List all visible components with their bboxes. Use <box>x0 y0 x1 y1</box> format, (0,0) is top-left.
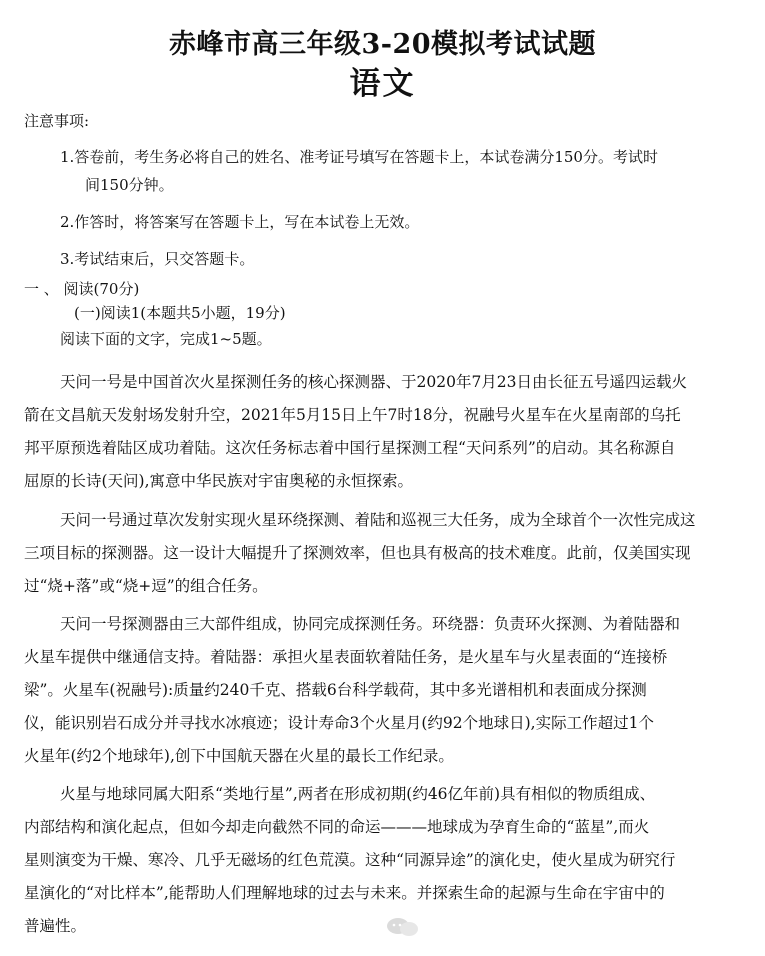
passage-line: 仪，能识别岩石成分并寻找水冰痕迹；设计寿命3个火星月(约92个地球日),实际工作超过1个 <box>24 714 654 732</box>
passage-line: 屈原的长诗(天问),寓意中华民族对宇宙奥秘的永恒探索。 <box>24 472 414 490</box>
subject-title: 语文 <box>349 66 416 102</box>
passage-line: 三项目标的探测器。这一设计大幅提升了探测效率，但也具有极高的技术难度。此前，仅美国实现 <box>24 544 691 562</box>
passage-line: 火星与地球同属大阳系“类地行星”,两者在形成初期(约46亿年前)具有相似的物质组成、 <box>60 785 656 803</box>
chat-bubble-watermark-icon <box>385 915 421 939</box>
passage-line: 天问一号探测器由三大部件组成，协同完成探测任务。环绕器：负责环火探测、为着陆器和 <box>60 615 681 633</box>
section-heading: 一 、 阅读(70分) <box>24 280 140 298</box>
passage-line: 邦平原预选着陆区成功着陆。这次任务标志着中国行星探测工程“天问系列”的启动。其名称源自 <box>24 439 676 457</box>
notice-heading: 注意事项: <box>24 112 90 130</box>
passage-line: 过“烧+落”或“烧+逗”的组合任务。 <box>24 577 268 595</box>
section-subheading: (一)阅读1(本题共5小题，19分) <box>74 304 286 322</box>
passage-line: 普遍性。 <box>24 917 87 935</box>
passage-line: 天问一号是中国首次火星探测任务的核心探测器、于2020年7月23日由长征五号遥四运载火 <box>60 373 688 391</box>
passage-line: 内部结构和演化起点，但如今却走向截然不同的命运———地球成为孕育生命的“蓝星”,而火 <box>24 818 650 836</box>
notice-item-1-cont: 间150分钟。 <box>85 176 174 194</box>
passage-line: 星演化的“对比样本”,能帮助人们理解地球的过去与未来。并探索生命的起源与生命在宇宙中的 <box>24 884 665 902</box>
notice-item-3: 3.考试结束后，只交答题卡。 <box>60 250 255 268</box>
passage-line: 星则演变为干燥、寒冷、几乎无磁场的红色荒漠。这种“同源异途”的演化史，使火星成为研究行 <box>24 851 676 869</box>
passage-line: 箭在文昌航天发射场发射升空，2021年5月15日上午7时18分，祝融号火星车在火星南部的乌托 <box>24 406 681 424</box>
passage-line: 火星年(约2个地球年),创下中国航天器在火星的最长工作纪录。 <box>24 747 454 765</box>
passage-line: 梁”。火星车(祝融号):质量约240千克、搭载6台科学载荷，其中多光谱相机和表面成分探测 <box>24 681 647 699</box>
notice-item-1: 1.答卷前，考生务必将自己的姓名、准考证号填写在答题卡上，本试卷满分150分。考试时 <box>60 148 658 166</box>
exam-title: 赤峰市高三年级3-20模拟考试试题 <box>168 29 597 60</box>
passage-line: 火星车提供中继通信支持。着陆器：承担火星表面软着陆任务，是火星车与火星表面的“连接桥 <box>24 648 668 666</box>
passage-line: 天问一号通过草次发射实现火星环绕探测、着陆和巡视三大任务，成为全球首个一次性完成这 <box>60 511 696 529</box>
section-instruction: 阅读下面的文字，完成1~5题。 <box>60 330 272 348</box>
notice-item-2: 2.作答时，将答案写在答题卡上，写在本试卷上无效。 <box>60 213 420 231</box>
